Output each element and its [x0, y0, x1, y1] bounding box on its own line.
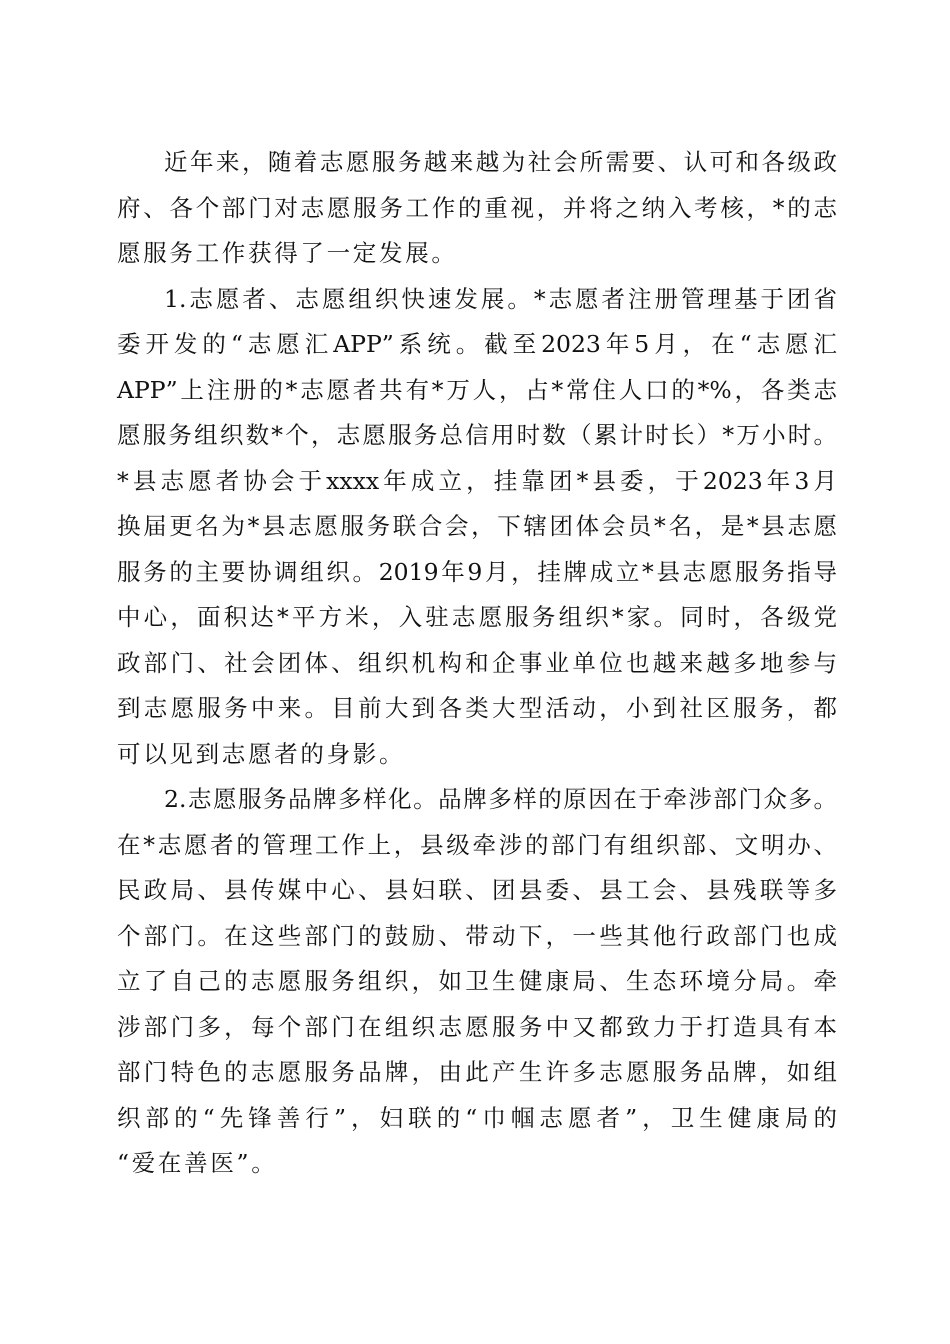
text-line: 个部门。在这些部门的鼓励、带动下，一些其他行政部门也成 — [117, 921, 837, 950]
text-line: 可以见到志愿者的身影。 — [117, 739, 406, 768]
text-line: APP”上注册的*志愿者共有*万人，占*常住人口的*%，各类志 — [117, 375, 837, 404]
text-line: 服务的主要协调组织。2019年9月，挂牌成立*县志愿服务指导 — [117, 557, 837, 586]
text-line: 近年来，随着志愿服务越来越为社会所需要、认可和各级政 — [164, 148, 837, 176]
text-line: 愿服务工作获得了一定发展。 — [117, 239, 458, 267]
paragraph-service-brands — [117, 777, 837, 1187]
text-line: 织部的“先锋善行”，妇联的“巾帼志愿者”，卫生健康局的 — [117, 1103, 837, 1132]
text-line: 中心，面积达*平方米，入驻志愿服务组织*家。同时，各级党 — [117, 603, 837, 631]
text-line: “爱在善医”。 — [117, 1149, 278, 1177]
text-line: 到志愿服务中来。目前大到各类大型活动，小到社区服务，都 — [117, 694, 837, 722]
paragraph-intro — [117, 140, 837, 277]
text-line: 换届更名为*县志愿服务联合会，下辖团体会员*名，是*县志愿 — [117, 512, 837, 540]
text-line: 涉部门多，每个部门在组织志愿服务中又都致力于打造具有本 — [117, 1012, 837, 1041]
text-line: 2.志愿服务品牌多样化。品牌多样的原因在于牵涉部门众多。 — [164, 785, 837, 813]
text-line: 府、各个部门对志愿服务工作的重视，并将之纳入考核，*的志 — [117, 193, 837, 222]
text-line: 部门特色的志愿服务品牌，由此产生许多志愿服务品牌，如组 — [117, 1058, 837, 1086]
text-line: 委开发的“志愿汇APP”系统。截至2023年5月，在“志愿汇 — [117, 330, 837, 358]
text-line: 愿服务组织数*个，志愿服务总信用时数（累计时长）*万小时。 — [117, 421, 837, 449]
text-line: 民政局、县传媒中心、县妇联、团县委、县工会、县残联等多 — [117, 876, 837, 904]
text-line: 政部门、社会团体、组织机构和企事业单位也越来越多地参与 — [117, 648, 837, 677]
text-line: 在*志愿者的管理工作上，县级牵涉的部门有组织部、文明办、 — [117, 830, 837, 859]
paragraph-volunteer-development — [117, 277, 837, 778]
text-line: 立了自己的志愿服务组织，如卫生健康局、生态环境分局。牵 — [117, 967, 837, 995]
document-page — [117, 140, 837, 1187]
text-line: 1.志愿者、志愿组织快速发展。*志愿者注册管理基于团省 — [164, 284, 837, 313]
text-line: *县志愿者协会于xxxx年成立，挂靠团*县委，于2023年3月 — [117, 466, 837, 495]
